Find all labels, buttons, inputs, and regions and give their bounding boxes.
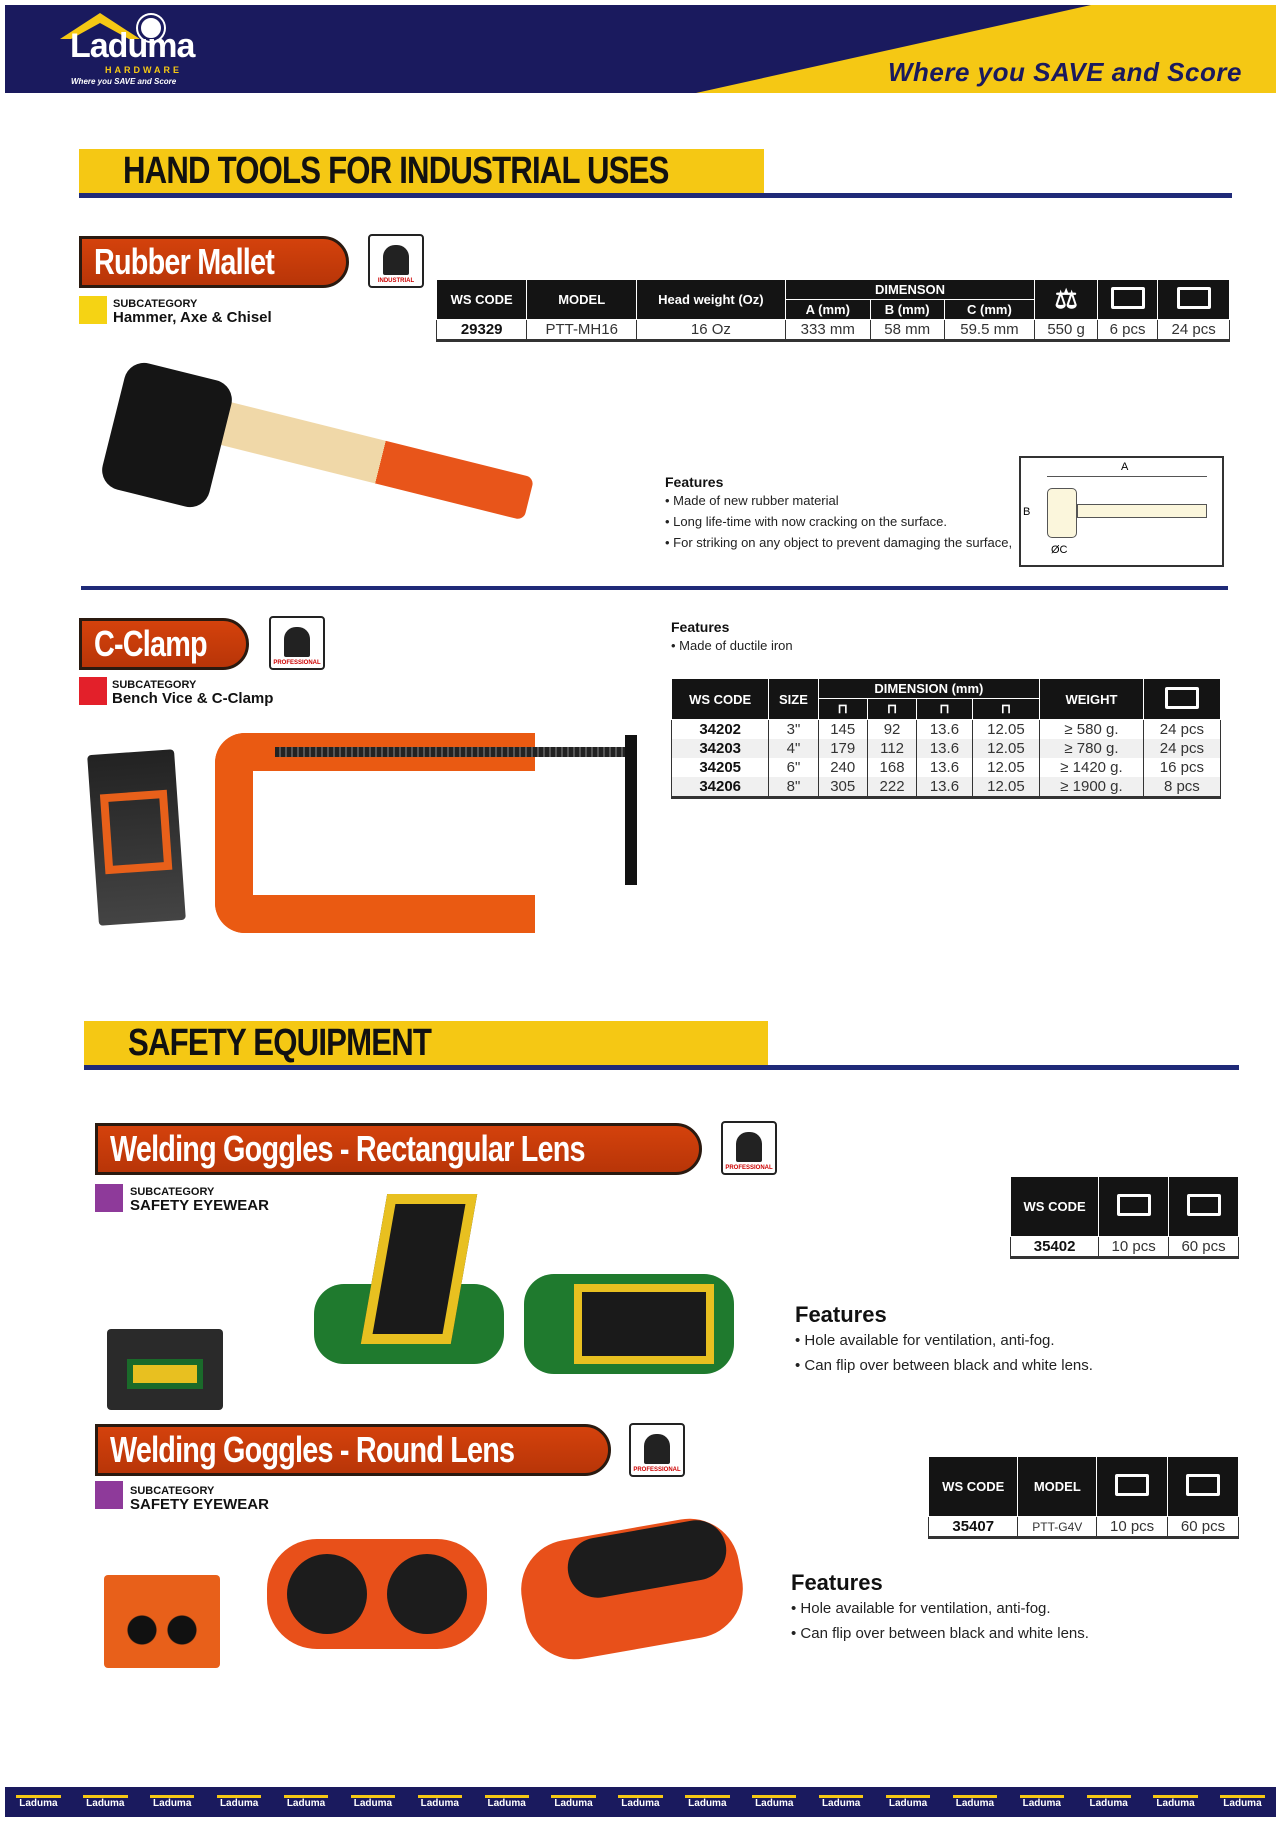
cell: 4": [769, 739, 818, 758]
c-clamp-package-image: [87, 749, 186, 926]
product-title-c-clamp: [79, 618, 249, 670]
badge-label: INDUSTRIAL: [377, 278, 415, 284]
cell: 34202: [672, 720, 769, 740]
cell: 34203: [672, 739, 769, 758]
badge-label: PROFESSIONAL: [725, 1165, 773, 1171]
mallet-dimension-diagram: [1019, 456, 1224, 567]
col-a: A (mm): [785, 300, 870, 320]
section-divider: [84, 1065, 1239, 1070]
cell: 8 pcs: [1143, 777, 1220, 798]
diagram-label-a: A: [1121, 461, 1129, 473]
goggles-rect-features: [795, 1302, 1093, 1378]
feature-item: • Long life-time with now cracking on the surface.: [665, 511, 1012, 532]
col-c: C (mm): [944, 300, 1035, 320]
goggles-rect-package-image: [107, 1329, 223, 1410]
goggles-rect-spec-table: [1010, 1176, 1239, 1259]
section-divider: [79, 193, 1232, 198]
cell: 24 pcs: [1143, 739, 1220, 758]
cell: 8": [769, 777, 818, 798]
cell: 13.6: [917, 758, 972, 777]
cell: 240: [818, 758, 867, 777]
cell: ≥ 1420 g.: [1040, 758, 1144, 777]
col-inner-box: [1097, 280, 1157, 320]
clamp-dim-c-icon: ⊓: [917, 699, 972, 720]
cell: PTT-MH16: [527, 320, 637, 341]
worker-icon: [644, 1434, 670, 1464]
col-weight: WEIGHT: [1040, 679, 1144, 720]
footer-logo: Laduma: [685, 1795, 729, 1809]
cell: 29329: [437, 320, 527, 341]
col-dimension: DIMENSON: [785, 280, 1035, 300]
product-name: Rubber Mallet: [94, 241, 275, 282]
scale-icon: ⚖: [1054, 284, 1078, 314]
subcategory-label: SUBCATEGORY: [130, 1485, 215, 1497]
product-title-goggles-rectangular: [95, 1123, 702, 1175]
table-row: [672, 777, 1221, 798]
cell: 550 g: [1035, 320, 1098, 341]
col-ws-code: WS CODE: [437, 280, 527, 320]
col-ws-code: WS CODE: [929, 1457, 1018, 1517]
cell: 35407: [929, 1517, 1018, 1538]
product-name: C-Clamp: [94, 623, 207, 664]
header-slogan: Where you SAVE and Score: [888, 57, 1242, 87]
factory-icon: [383, 245, 409, 275]
logo-tagline: Where you SAVE and Score: [71, 77, 177, 86]
table-row: [672, 758, 1221, 777]
footer-logo: Laduma: [418, 1795, 462, 1809]
footer-logo: Laduma: [150, 1795, 194, 1809]
subcategory-swatch: [95, 1184, 123, 1212]
footer-logo: Laduma: [217, 1795, 261, 1809]
subcategory-swatch: [79, 296, 107, 324]
subcategory-value: SAFETY EYEWEAR: [130, 1197, 269, 1214]
col-inner-box: [1099, 1177, 1169, 1237]
cell: 305: [818, 777, 867, 798]
footer-logo: Laduma: [953, 1795, 997, 1809]
cell: 60 pcs: [1169, 1237, 1239, 1258]
col-inner-box: [1097, 1457, 1168, 1517]
col-outer-box: [1168, 1457, 1239, 1517]
cell: 24 pcs: [1143, 720, 1220, 740]
logo-name: Laduma: [70, 27, 195, 65]
cell: 333 mm: [785, 320, 870, 341]
cell: 16 pcs: [1143, 758, 1220, 777]
table-row: [672, 739, 1221, 758]
cell: 12.05: [972, 758, 1040, 777]
col-ws-code: WS CODE: [672, 679, 769, 720]
mallet-features: [665, 474, 1012, 553]
feature-item: • Can flip over between black and white lens.: [791, 1621, 1089, 1646]
subcategory: [112, 679, 273, 707]
cell: 222: [867, 777, 916, 798]
table-row: [929, 1517, 1239, 1538]
footer-logo: Laduma: [1087, 1795, 1131, 1809]
cell: ≥ 580 g.: [1040, 720, 1144, 740]
feature-item: • Hole available for ventilation, anti-fog.: [791, 1596, 1089, 1621]
cell: 13.6: [917, 739, 972, 758]
col-dimension: DIMENSION (mm): [818, 679, 1040, 699]
clamp-dim-b-icon: ⊓: [867, 699, 916, 720]
cell: 112: [867, 739, 916, 758]
subcategory-value: Bench Vice & C-Clamp: [112, 690, 274, 707]
goggles-rect-image: [304, 1184, 738, 1393]
product-divider: [81, 586, 1228, 590]
cell: 13.6: [917, 777, 972, 798]
subcategory-label: SUBCATEGORY: [112, 679, 197, 691]
col-outer-box: [1169, 1177, 1239, 1237]
col-model: MODEL: [1018, 1457, 1097, 1517]
inner-box-icon: [1111, 287, 1145, 309]
outer-carton-icon: [1165, 687, 1199, 709]
cell: 59.5 mm: [944, 320, 1035, 341]
cell: 3": [769, 720, 818, 740]
cell: 12.05: [972, 720, 1040, 740]
footer-logo: Laduma: [886, 1795, 930, 1809]
col-weight: [1035, 280, 1098, 320]
goggles-round-image: [267, 1509, 754, 1671]
cell: 12.05: [972, 777, 1040, 798]
col-b: B (mm): [870, 300, 944, 320]
goggles-round-features: [791, 1570, 1089, 1646]
subcategory: [113, 298, 272, 326]
clamp-spec-table: [671, 678, 1221, 799]
rubber-mallet-image: [104, 366, 534, 546]
diagram-label-c: ØC: [1051, 544, 1068, 556]
clamp-dim-d-icon: ⊓: [972, 699, 1040, 720]
footer-logo: Laduma: [284, 1795, 328, 1809]
cell: 12.05: [972, 739, 1040, 758]
product-name: Welding Goggles - Rectangular Lens: [110, 1128, 585, 1169]
subcategory-value: Hammer, Axe & Chisel: [113, 309, 272, 326]
feature-item: • Can flip over between black and white lens.: [795, 1353, 1093, 1378]
cell: 24 pcs: [1158, 320, 1230, 341]
footer-logo: Laduma: [1020, 1795, 1064, 1809]
cell: 168: [867, 758, 916, 777]
worker-icon: [736, 1132, 762, 1162]
cell: 6": [769, 758, 818, 777]
page-footer: [5, 1787, 1276, 1817]
subcategory-value: SAFETY EYEWEAR: [130, 1496, 269, 1513]
features-title: Features: [791, 1570, 883, 1595]
features-title: Features: [665, 474, 724, 490]
badge-label: PROFESSIONAL: [273, 660, 321, 666]
footer-logo: Laduma: [16, 1795, 60, 1809]
feature-item: • Made of new rubber material: [665, 490, 1012, 511]
footer-logo: Laduma: [351, 1795, 395, 1809]
worker-icon: [284, 627, 310, 657]
c-clamp-image: [215, 725, 650, 934]
footer-logo: Laduma: [1220, 1795, 1264, 1809]
cell: 179: [818, 739, 867, 758]
feature-item: • Made of ductile iron: [671, 635, 793, 656]
goggles-round-spec-table: [928, 1456, 1239, 1539]
cell: 10 pcs: [1099, 1237, 1169, 1258]
clamp-dim-a-icon: ⊓: [818, 699, 867, 720]
cell: 58 mm: [870, 320, 944, 341]
section-title-text: SAFETY EQUIPMENT: [128, 1022, 432, 1064]
subcategory-label: SUBCATEGORY: [113, 298, 198, 310]
features-title: Features: [671, 619, 730, 635]
subcategory-swatch: [95, 1481, 123, 1509]
professional-badge: [269, 616, 325, 670]
clamp-features: [671, 619, 793, 656]
professional-badge: [721, 1121, 777, 1175]
col-model: MODEL: [527, 280, 637, 320]
footer-logo: Laduma: [752, 1795, 796, 1809]
section-title-hand-tools: [79, 149, 764, 193]
footer-logo: Laduma: [1153, 1795, 1197, 1809]
cell: ≥ 780 g.: [1040, 739, 1144, 758]
footer-logo: Laduma: [485, 1795, 529, 1809]
cell: 35402: [1011, 1237, 1099, 1258]
cell: 13.6: [917, 720, 972, 740]
logo-sub: HARDWARE: [105, 65, 182, 75]
col-head-weight: Head weight (Oz): [637, 280, 786, 320]
goggles-round-package-image: [104, 1575, 220, 1668]
col-outer-box: [1158, 280, 1230, 320]
diagram-label-b: B: [1023, 506, 1031, 518]
section-title-text: HAND TOOLS FOR INDUSTRIAL USES: [123, 150, 669, 192]
inner-box-icon: [1115, 1474, 1149, 1496]
footer-logo: Laduma: [618, 1795, 662, 1809]
outer-carton-icon: [1177, 287, 1211, 309]
mallet-spec-table: [436, 279, 1230, 342]
cell: PTT-G4V: [1018, 1517, 1097, 1538]
footer-logo: Laduma: [551, 1795, 595, 1809]
feature-item: • Hole available for ventilation, anti-fog.: [795, 1328, 1093, 1353]
industrial-badge: [368, 234, 424, 288]
cell: 34206: [672, 777, 769, 798]
cell: 34205: [672, 758, 769, 777]
table-row: [672, 720, 1221, 740]
cell: 6 pcs: [1097, 320, 1157, 341]
col-outer-box: [1143, 679, 1220, 720]
subcategory-label: SUBCATEGORY: [130, 1186, 215, 1198]
cell: 60 pcs: [1168, 1517, 1239, 1538]
col-size: SIZE: [769, 679, 818, 720]
product-title-rubber-mallet: [79, 236, 349, 288]
subcategory-swatch: [79, 677, 107, 705]
cell: 92: [867, 720, 916, 740]
features-title: Features: [795, 1302, 887, 1327]
product-title-goggles-round: [95, 1424, 611, 1476]
cell: 145: [818, 720, 867, 740]
section-title-safety: [84, 1021, 768, 1065]
subcategory: [130, 1186, 269, 1214]
cell: 16 Oz: [637, 320, 786, 341]
cell: 10 pcs: [1097, 1517, 1168, 1538]
footer-logo: Laduma: [83, 1795, 127, 1809]
footer-logo: Laduma: [819, 1795, 863, 1809]
cell: ≥ 1900 g.: [1040, 777, 1144, 798]
product-name: Welding Goggles - Round Lens: [110, 1429, 515, 1470]
professional-badge: [629, 1423, 685, 1477]
inner-box-icon: [1117, 1194, 1151, 1216]
outer-carton-icon: [1187, 1194, 1221, 1216]
feature-item: • For striking on any object to prevent damaging the surface,: [665, 532, 1012, 553]
col-ws-code: WS CODE: [1011, 1177, 1099, 1237]
subcategory: [130, 1485, 269, 1513]
table-row: [1011, 1237, 1239, 1258]
outer-carton-icon: [1186, 1474, 1220, 1496]
page-header: [5, 5, 1276, 93]
table-row: [437, 320, 1230, 341]
badge-label: PROFESSIONAL: [633, 1467, 681, 1473]
